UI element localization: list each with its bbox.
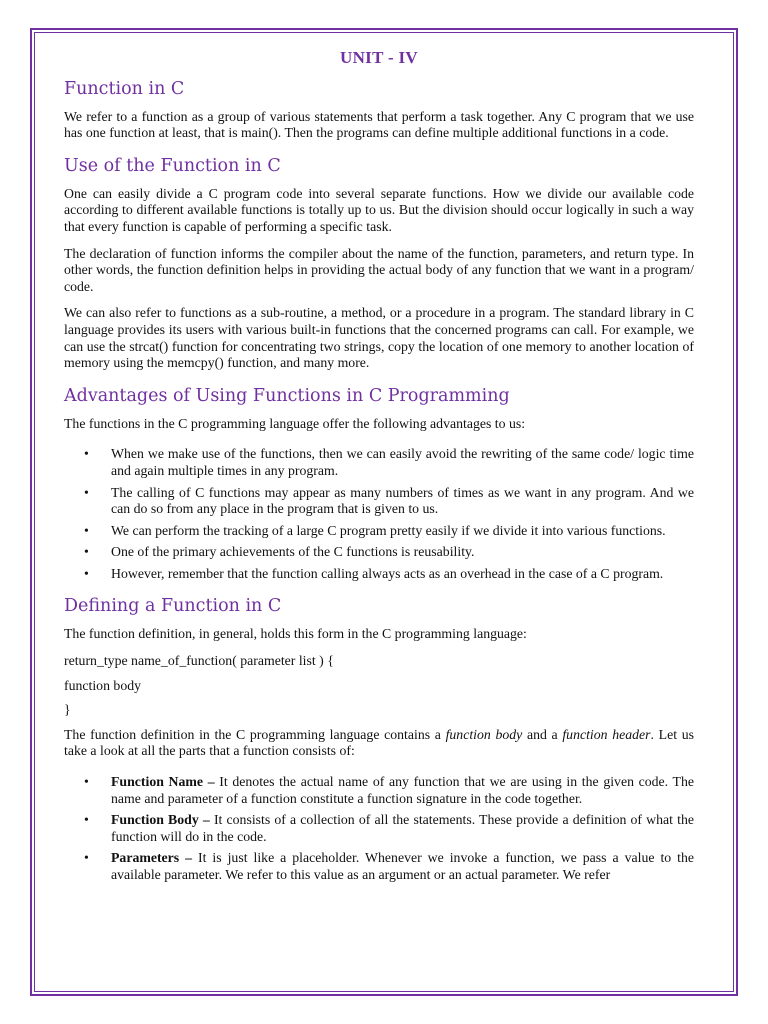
text-span: and a	[522, 726, 563, 742]
list-item: • The calling of C functions may appear as many numbers of times as we want in any program. And we can do so from any place in the program that is given to us.	[64, 485, 694, 518]
term-dash: –	[198, 812, 214, 828]
heading-use-of-function: Use of the Function in C	[64, 155, 281, 176]
list-item: • One of the primary achievements of the C functions is reusability.	[64, 544, 694, 561]
list-item	[64, 812, 694, 845]
heading-advantages: Advantages of Using Functions in C Programming	[64, 385, 510, 406]
term-description: It denotes the actual name of any function that we are using in the given code. The name and parameter of a function constitute a function signature in the code together.	[111, 774, 694, 806]
function-parts-list	[64, 774, 694, 884]
list-item	[64, 774, 694, 807]
code-line: }	[64, 702, 71, 718]
paragraph-function-parts	[64, 727, 694, 760]
list-item: • When we make use of the functions, then we can easily avoid the rewriting of the same code/ logic time and again multiple times in any program.	[64, 446, 694, 479]
text-span: . Let us take a look at all the parts that a function consists of:	[64, 726, 694, 759]
term-description: It is just like a placeholder. Whenever we invoke a function, we pass a value to the available parameter. We refer to this value as an argument or an actual parameter. We refer	[111, 850, 694, 882]
italic-function-header: function header	[562, 726, 651, 742]
paragraph: The declaration of function informs the compiler about the name of the function, parameters, and return type. In other words, the function definition helps in providing the actual body of any function that we want in a program/ code.	[64, 245, 694, 294]
paragraph: We refer to a function as a group of various statements that perform a task together. Any C program that we use has one function at least, that is main(). Then the programs can define multiple additional functions in a code.	[64, 108, 694, 141]
paragraph: We can also refer to functions as a sub-routine, a method, or a procedure in a program. The standard library in C language provides its users with various built-in functions that the concerned programs can call. For example, we can use the strcat() function for concentrating two strings, copy the location of one memory to another location of memory using the memcpy() function, and many more.	[64, 305, 694, 371]
paragraph: The functions in the C programming language offer the following advantages to us:	[64, 415, 526, 431]
advantages-list	[64, 446, 694, 582]
term-description: It consists of a collection of all the statements. These provide a definition of what the function will do in the code.	[111, 812, 695, 844]
italic-function-body: function body	[445, 726, 523, 742]
heading-function-in-c: Function in C	[64, 78, 185, 99]
unit-title: UNIT - IV	[340, 48, 418, 67]
document-page	[64, 50, 694, 894]
term: Function Name	[111, 774, 204, 790]
code-line: function body	[64, 677, 142, 693]
term-dash: –	[203, 774, 220, 790]
code-line: return_type name_of_function( parameter list ) {	[64, 653, 334, 669]
heading-defining-function: Defining a Function in C	[64, 596, 282, 617]
list-item: • However, remember that the function calling always acts as an overhead in the case of a C program.	[64, 566, 694, 583]
list-item: • We can perform the tracking of a large C program pretty easily if we divide it into various functions.	[64, 523, 694, 540]
term: Function Body	[111, 812, 199, 828]
list-item	[64, 850, 694, 883]
term: Parameters	[111, 850, 180, 866]
paragraph: The function definition, in general, holds this form in the C programming language:	[64, 626, 527, 642]
term-dash: –	[179, 850, 199, 866]
text-span: The function definition in the C programming language contains a	[64, 726, 446, 742]
paragraph: One can easily divide a C program code into several separate functions. How we divide our available code according to different available functions is totally up to us. But the division should occur logically in such a way that every function is capable of performing a specific task.	[64, 185, 694, 234]
